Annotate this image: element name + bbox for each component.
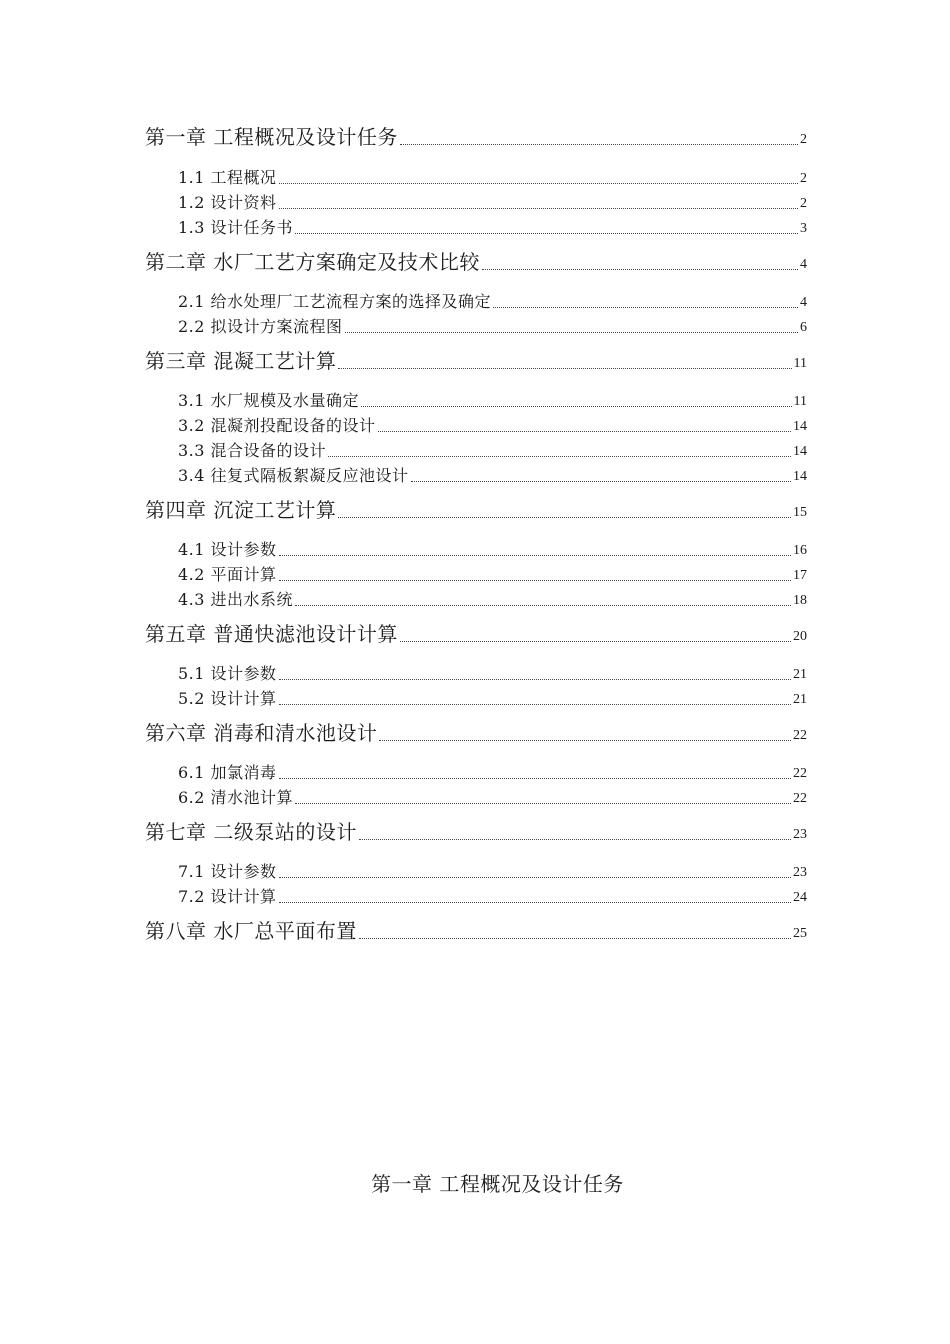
toc-page-number: 11 (793, 394, 807, 409)
toc-dot-leader (400, 640, 791, 642)
toc-dot-leader (295, 604, 791, 606)
toc-entry-title: 7.1 设计参数 (178, 862, 277, 881)
toc-dot-leader (295, 232, 798, 234)
toc-section-4-1[interactable] (178, 542, 807, 558)
toc-section-3-2[interactable] (178, 418, 807, 434)
toc-chapter-1[interactable] (145, 127, 807, 147)
toc-chapter-8[interactable] (145, 921, 807, 941)
toc-page-number: 15 (793, 505, 807, 520)
toc-dot-leader (338, 516, 791, 518)
toc-page-number: 23 (793, 827, 807, 842)
toc-section-5-2[interactable] (178, 691, 807, 707)
toc-section-5-1[interactable] (178, 666, 807, 682)
toc-page-number: 25 (793, 926, 807, 941)
toc-dot-leader (279, 777, 791, 779)
toc-page-number: 16 (793, 543, 807, 558)
toc-page-number: 14 (793, 469, 807, 484)
toc-entry-title: 第八章 水厂总平面布置 (145, 919, 357, 943)
toc-page-number: 14 (793, 444, 807, 459)
toc-chapter-5[interactable] (145, 624, 807, 644)
toc-section-4-3[interactable] (178, 592, 807, 608)
toc-entry-title: 4.3 进出水系统 (178, 590, 294, 609)
toc-dot-leader (279, 901, 791, 903)
toc-entry-title: 5.2 设计计算 (178, 689, 277, 708)
toc-page-number: 22 (793, 766, 807, 781)
toc-dot-leader (482, 268, 798, 270)
toc-chapter-4[interactable] (145, 500, 807, 520)
toc-entry-title: 第二章 水厂工艺方案确定及技术比较 (145, 250, 480, 274)
toc-section-6-1[interactable] (178, 765, 807, 781)
toc-page-number: 2 (800, 132, 807, 147)
toc-section-7-1[interactable] (178, 864, 807, 880)
toc-entry-title: 3.4 往复式隔板絮凝反应池设计 (178, 466, 409, 485)
toc-dot-leader (493, 306, 798, 308)
toc-entry-title: 6.2 清水池计算 (178, 788, 294, 807)
toc-entry-title: 2.1 给水处理厂工艺流程方案的选择及确定 (178, 292, 492, 311)
toc-entry-title: 4.2 平面计算 (178, 565, 277, 584)
toc-dot-leader (361, 405, 791, 407)
toc-entry-title: 3.1 水厂规模及水量确定 (178, 391, 360, 410)
toc-entry-title: 1.3 设计任务书 (178, 218, 294, 237)
toc-entry-title: 3.3 混合设备的设计 (178, 441, 327, 460)
toc-page-number: 20 (793, 629, 807, 644)
toc-dot-leader (279, 182, 798, 184)
toc-page-number: 24 (793, 890, 807, 905)
toc-section-2-2[interactable] (178, 319, 807, 335)
toc-dot-leader (359, 838, 791, 840)
toc-entry-title: 5.1 设计参数 (178, 664, 277, 683)
toc-chapter-6[interactable] (145, 723, 807, 743)
toc-page-number: 4 (800, 257, 807, 272)
toc-page-number: 4 (800, 295, 807, 310)
toc-page-number: 2 (800, 171, 807, 186)
toc-page-number: 21 (793, 692, 807, 707)
toc-entry-title: 第三章 混凝工艺计算 (145, 349, 337, 373)
toc-dot-leader (400, 143, 798, 145)
toc-section-3-1[interactable] (178, 393, 807, 409)
toc-dot-leader (379, 739, 791, 741)
toc-dot-leader (279, 876, 791, 878)
toc-entry-title: 7.2 设计计算 (178, 887, 277, 906)
toc-page-number: 17 (793, 568, 807, 583)
toc-entry-title: 1.2 设计资料 (178, 193, 277, 212)
toc-section-3-4[interactable] (178, 468, 807, 484)
toc-page-number: 22 (793, 728, 807, 743)
toc-page-number: 22 (793, 791, 807, 806)
toc-entry-title: 第四章 沉淀工艺计算 (145, 498, 337, 522)
toc-dot-leader (279, 703, 791, 705)
toc-dot-leader (345, 331, 798, 333)
toc-entry-title: 4.1 设计参数 (178, 540, 277, 559)
toc-dot-leader (279, 579, 791, 581)
toc-dot-leader (378, 430, 791, 432)
toc-page-number: 23 (793, 865, 807, 880)
toc-page-number: 14 (793, 419, 807, 434)
toc-dot-leader (295, 802, 791, 804)
toc-dot-leader (279, 554, 791, 556)
toc-entry-title: 2.2 拟设计方案流程图 (178, 317, 343, 336)
toc-entry-title: 3.2 混凝剂投配设备的设计 (178, 416, 376, 435)
toc-page-number: 6 (800, 320, 807, 335)
toc-section-3-3[interactable] (178, 443, 807, 459)
toc-page-number: 18 (793, 593, 807, 608)
toc-chapter-3[interactable] (145, 351, 807, 371)
toc-chapter-2[interactable] (145, 252, 807, 272)
toc-entry-title: 第一章 工程概况及设计任务 (145, 125, 398, 149)
toc-section-1-2[interactable] (178, 195, 807, 211)
toc-dot-leader (279, 678, 791, 680)
toc-entry-title: 6.1 加氯消毒 (178, 763, 277, 782)
toc-dot-leader (411, 480, 791, 482)
toc-entry-title: 第七章 二级泵站的设计 (145, 820, 357, 844)
toc-dot-leader (359, 937, 791, 939)
toc-page-number: 2 (800, 196, 807, 211)
toc-page-number: 11 (793, 356, 807, 371)
toc-dot-leader (328, 455, 791, 457)
toc-dot-leader (279, 207, 798, 209)
toc-section-1-1[interactable] (178, 170, 807, 186)
chapter-heading: 第一章 工程概况及设计任务 (371, 1172, 624, 1196)
toc-page-number: 21 (793, 667, 807, 682)
toc-section-2-1[interactable] (178, 294, 807, 310)
toc-entry-title: 第五章 普通快滤池设计计算 (145, 622, 398, 646)
toc-section-7-2[interactable] (178, 889, 807, 905)
toc-page-number: 3 (800, 221, 807, 236)
toc-chapter-7[interactable] (145, 822, 807, 842)
toc-dot-leader (338, 367, 791, 369)
toc-entry-title: 第六章 消毒和清水池设计 (145, 721, 378, 745)
toc-section-1-3[interactable] (178, 220, 807, 236)
toc-section-4-2[interactable] (178, 567, 807, 583)
toc-entry-title: 1.1 工程概况 (178, 168, 277, 187)
toc-section-6-2[interactable] (178, 790, 807, 806)
